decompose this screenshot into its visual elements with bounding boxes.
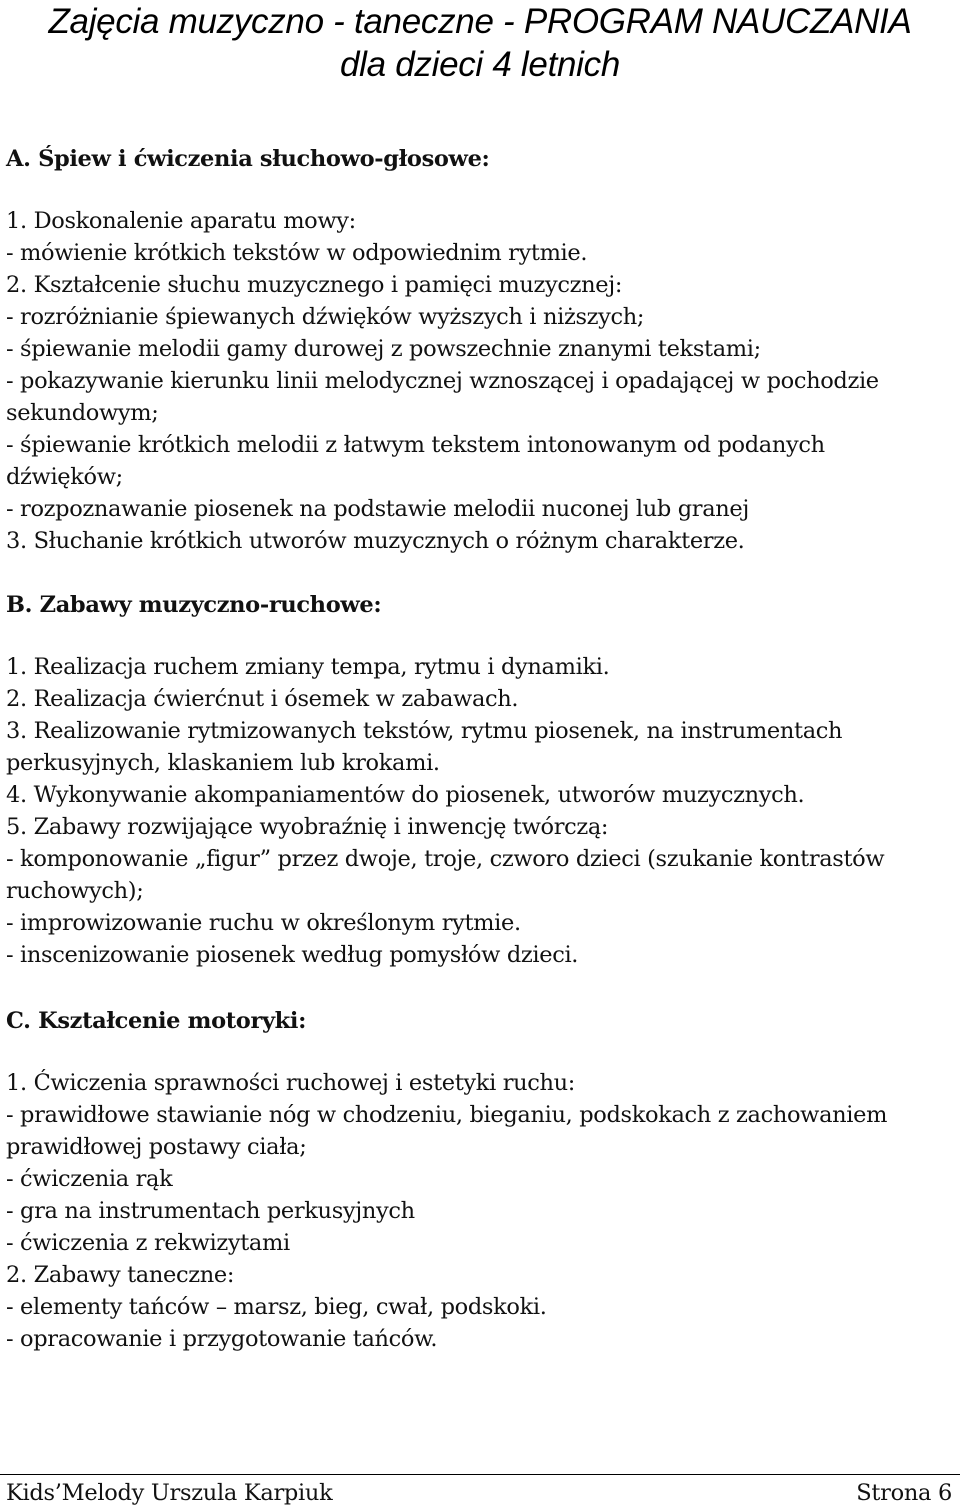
section-c-line: 2. Zabawy taneczne:: [6, 1262, 235, 1288]
section-b-line: perkusyjnych, klaskaniem lub krokami.: [6, 750, 440, 776]
title-line-1: Zajęcia muzyczno - taneczne - PROGRAM NAUCZANIA: [48, 2, 912, 41]
section-a-line: dźwięków;: [6, 464, 123, 490]
section-b-line: 3. Realizowanie rytmizowanych tekstów, rytmu piosenek, na instrumentach: [6, 718, 843, 744]
section-a-line: - mówienie krótkich tekstów w odpowiednim rytmie.: [6, 240, 588, 266]
section-c-line: 1. Ćwiczenia sprawności ruchowej i estetyki ruchu:: [6, 1070, 576, 1096]
section-b-line: - improwizowanie ruchu w określonym rytmie.: [6, 910, 521, 936]
footer-author: Kids’Melody Urszula Karpiuk: [6, 1480, 333, 1506]
section-a-line: - rozróżnianie śpiewanych dźwięków wyższych i niższych;: [6, 304, 645, 330]
section-c-line: prawidłowej postawy ciała;: [6, 1134, 307, 1160]
section-a-line: 1. Doskonalenie aparatu mowy:: [6, 208, 356, 234]
document-title: [0, 0, 960, 86]
section-b-line: 5. Zabawy rozwijające wyobraźnię i inwencję twórczą:: [6, 814, 609, 840]
section-c-heading: C. Kształcenie motoryki:: [6, 1008, 307, 1034]
section-a-line: 3. Słuchanie krótkich utworów muzycznych o różnym charakterze.: [6, 528, 745, 554]
page-number: Strona 6: [856, 1480, 952, 1506]
section-b-line: 4. Wykonywanie akompaniamentów do piosenek, utworów muzycznych.: [6, 782, 805, 808]
section-b-line: 1. Realizacja ruchem zmiany tempa, rytmu i dynamiki.: [6, 654, 610, 680]
section-a-line: 2. Kształcenie słuchu muzycznego i pamięci muzycznej:: [6, 272, 623, 298]
section-a-line: - śpiewanie melodii gamy durowej z powszechnie znanymi tekstami;: [6, 336, 761, 362]
section-b-line: - komponowanie „figur” przez dwoje, troje, czworo dzieci (szukanie kontrastów: [6, 846, 885, 872]
section-a-line: - pokazywanie kierunku linii melodycznej wznoszącej i opadającej w pochodzie: [6, 368, 879, 394]
section-c-line: - elementy tańców – marsz, bieg, cwał, podskoki.: [6, 1294, 547, 1320]
section-a-heading: A. Śpiew i ćwiczenia słuchowo-głosowe:: [6, 146, 490, 172]
section-c-line: - opracowanie i przygotowanie tańców.: [6, 1326, 438, 1352]
section-a-line: - śpiewanie krótkich melodii z łatwym tekstem intonowanym od podanych: [6, 432, 825, 458]
section-b-line: 2. Realizacja ćwierćnut i ósemek w zabawach.: [6, 686, 519, 712]
section-c-line: - ćwiczenia rąk: [6, 1166, 173, 1192]
section-b-heading: B. Zabawy muzyczno-ruchowe:: [6, 592, 382, 618]
section-b-line: ruchowych);: [6, 878, 144, 904]
section-a-line: sekundowym;: [6, 400, 159, 426]
section-c-line: - ćwiczenia z rekwizytami: [6, 1230, 290, 1256]
footer-divider: [0, 1474, 960, 1475]
section-c-line: - gra na instrumentach perkusyjnych: [6, 1198, 415, 1224]
section-a-line: - rozpoznawanie piosenek na podstawie melodii nuconej lub granej: [6, 496, 749, 522]
title-line-2: dla dzieci 4 letnich: [340, 45, 620, 84]
section-b-line: - inscenizowanie piosenek według pomysłów dzieci.: [6, 942, 579, 968]
section-c-line: - prawidłowe stawianie nóg w chodzeniu, bieganiu, podskokach z zachowaniem: [6, 1102, 888, 1128]
